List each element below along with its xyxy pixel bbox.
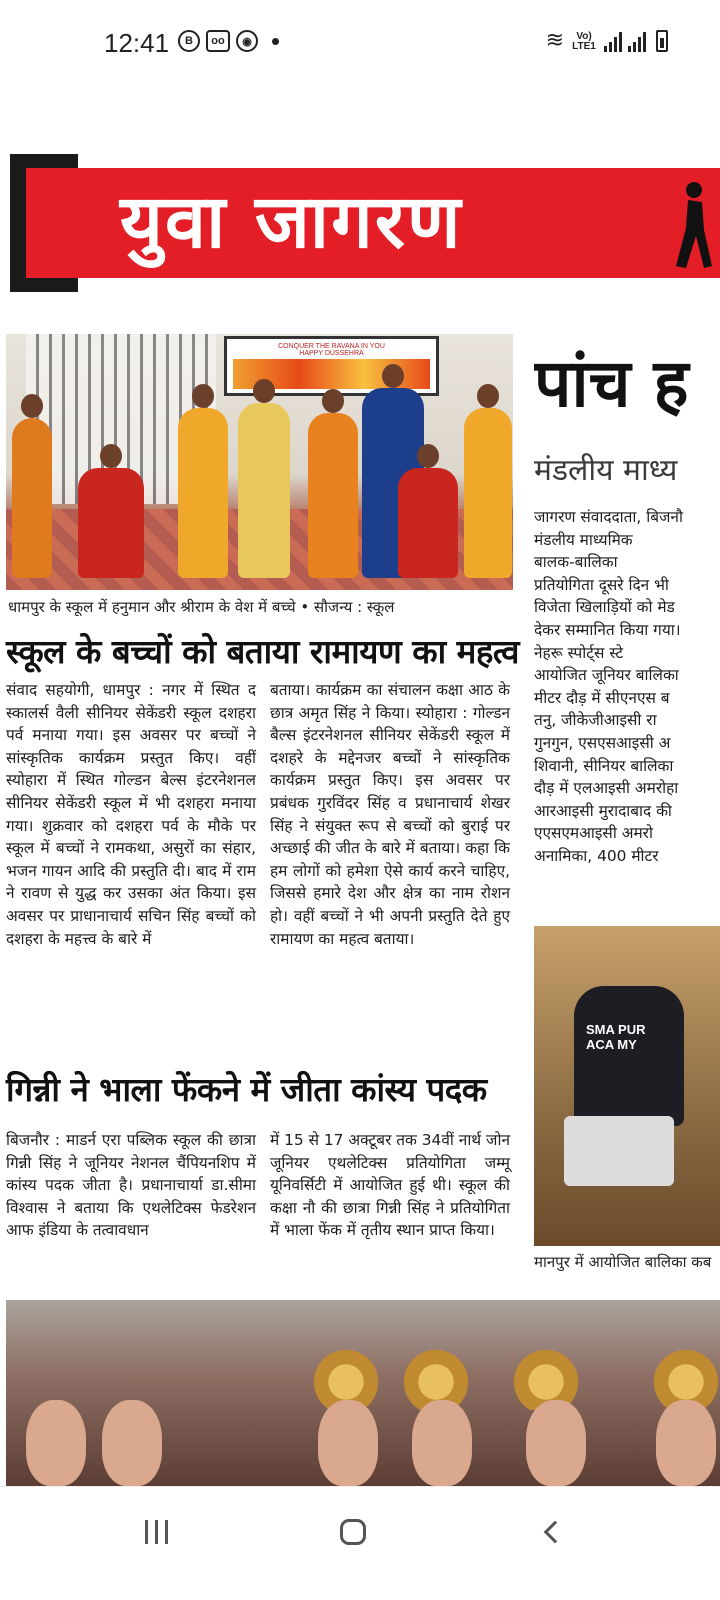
child-figure	[398, 468, 458, 578]
status-time: 12:41	[104, 28, 170, 58]
article1-body-col2: बताया। कार्यक्रम का संचालन कक्षा आठ के छात्र अमृत सिंह ने किया। स्योहारा : गोल्डन बैल्स इंटरनेशनल सीनियर सेकेंडरी स्कूल में दशहरे के मद्देनजर बच्चों ने सांस्कृतिक कार्यक्रम प्रस्तुत किए। इस अवसर पर प्रबंधक गुरविंदर सिंह व प्रधानाचार्य शेखर सिंह ने संयुक्त रूप से बच्चों को बुराई पर अच्छाई की जीत के बारे में बताया। कहा कि हम लोगों को हमेशा ऐसे कार्य करने चाहिए, जिससे हमारे देश और क्षेत्र का नाम रोशन हो। वहीं बच्चों ने भी अपनी प्रस्तुति देते हुए रामायण का महत्व बताया।	[270, 681, 510, 948]
article3-body	[534, 506, 720, 868]
athlete-shirt	[574, 986, 684, 1126]
signal-icon	[628, 32, 646, 52]
article1-headline: स्कूल के बच्चों को बताया रामायण का महत्व	[6, 632, 519, 671]
child-figure	[78, 468, 144, 578]
article3-line: तनु, जीकेजीआइसी रा	[534, 711, 657, 730]
performer-face	[318, 1400, 378, 1486]
masthead-bracket-top	[10, 154, 78, 168]
article1-photo-caption: धामपुर के स्कूल में हनुमान और श्रीराम के वेश में बच्चे • सौजन्य : स्कूल	[8, 598, 395, 616]
child-figure	[178, 408, 228, 578]
masthead-title: युवा जागरण	[120, 179, 463, 265]
navigation-bar	[0, 1486, 720, 1600]
article3-line: विजेता खिलाड़ियों को मेड	[534, 598, 675, 617]
article3-headline: पांच ह	[534, 345, 689, 422]
signal-icon	[604, 32, 622, 52]
article3-line: एएसएमआइसी अमरो	[534, 824, 653, 843]
article3-line: गुनगुन, एसएसआइसी अ	[534, 733, 671, 752]
home-icon	[340, 1519, 366, 1545]
b-icon: B	[178, 30, 200, 52]
article3-line: प्रतियोगिता दूसरे दिन भी	[534, 575, 669, 594]
article3-line: देकर सम्मानित किया गया।	[534, 620, 681, 639]
article2-headline: गिन्नी ने भाला फेंकने में जीता कांस्य पदक	[6, 1070, 487, 1109]
performer-face	[526, 1400, 586, 1486]
shirt-text: SMA PUR ACA MY	[586, 1022, 646, 1052]
athlete-shorts	[564, 1116, 674, 1186]
article3-photo	[534, 926, 720, 1246]
article3-line: मंडलीय माध्यमिक	[534, 530, 633, 549]
article3-line: बालक-बालिका	[534, 553, 618, 572]
article3-line: अनामिका, 400 मीटर	[534, 846, 659, 865]
article3-subhead: मंडलीय माध्य	[534, 453, 678, 488]
article1-photo	[6, 334, 513, 590]
article3-line: शिवानी, सीनियर बालिका	[534, 756, 674, 775]
article3-line: आयोजित जूनियर बालिका	[534, 666, 679, 685]
battery-icon	[656, 30, 668, 52]
article2-body-col2: में 15 से 17 अक्टूबर तक 34वीं नार्थ जोन जूनियर एथलेटिक्स प्रतियोगिता जम्मू यूनिवर्सिटी में आयोजित हुई थी। स्कूल की कक्षा नौ की छात्रा गिन्नी सिंह ने प्रतियोगिता में भाला फेंक में तृतीय स्थान प्राप्त किया।	[270, 1131, 510, 1240]
article1-body-col1: संवाद सहयोगी, धामपुर : नगर में स्थित द स्कालर्स वैली सीनियर सेकेंडरी स्कूल दशहरा पर्व मनाया गया। इस अवसर पर बच्चों ने सांस्कृतिक कार्यक्रम प्रस्तुत किए। वहीं स्योहारा में स्थित गोल्डन बेल्स इंटरनेशनल सीनियर सेकेंडरी स्कूल में भी दशहरा मनाया गया। शुक्रवार को दशहरा पर्व के मौके पर स्कूल में बच्चों ने रामकथा, असुरों का संहार, भजन गायन आदि की प्रस्तुति दी। बाद में राम ने रावण से युद्ध कर उसका अंत किया। इस अवसर पर प्राधानाचार्य सचिन सिंह बच्चों को दशहरा के महत्त्व के बारे में	[6, 681, 256, 948]
article3-line: जागरण संवाददाता, बिजनौ	[534, 508, 683, 526]
performer-face	[656, 1400, 716, 1486]
status-bar	[0, 0, 720, 90]
recent-apps-icon	[145, 1520, 168, 1544]
article3-photo-caption: मानपुर में आयोजित बालिका कब	[534, 1253, 712, 1271]
masthead-bracket	[10, 154, 26, 292]
network-label: Vo) LTE1	[572, 31, 596, 52]
child-figure	[308, 413, 358, 578]
article3-line: मीटर दौड़ में सीएनएस ब	[534, 688, 670, 707]
performer-face	[102, 1400, 162, 1486]
article3-line: नेहरू स्पोर्ट्स स्टे	[534, 643, 624, 662]
article3-column	[534, 330, 720, 1280]
banner-text: CONQUER THE RAVANA IN YOU HAPPY DUSSEHRA	[278, 343, 385, 357]
article2-body-col1: बिजनौर : माडर्न एरा पब्लिक स्कूल की छात्रा गिन्नी सिंह ने जूनियर नेशनल चैंपियनशिप में कांस्य पदक जीता है। प्रधानाचार्या डा.सीमा विश्वास ने बताया कि एथलेटिक्स फेडरेशन आफ इंडिया के तत्वावधान	[6, 1131, 256, 1240]
voicemail-icon: oo	[206, 30, 230, 52]
masthead-bracket-bottom	[10, 278, 78, 292]
child-figure	[12, 418, 52, 578]
wifi-icon: ≋	[545, 28, 564, 53]
home-button[interactable]	[318, 1507, 388, 1557]
back-icon	[544, 1521, 567, 1544]
back-button[interactable]	[516, 1507, 586, 1557]
recent-apps-button[interactable]	[121, 1507, 191, 1557]
status-icons-left	[178, 30, 279, 52]
bottom-photo	[6, 1300, 720, 1486]
newspaper-masthead	[10, 154, 720, 292]
runner-silhouette-icon	[668, 180, 714, 270]
dot-icon	[272, 38, 279, 45]
status-icons-right	[546, 30, 668, 52]
performer-face	[412, 1400, 472, 1486]
chrome-icon: ◉	[236, 30, 258, 52]
child-figure	[238, 403, 290, 578]
crown-figure	[506, 1340, 586, 1410]
article3-line: आरआइसी मुरादाबाद की	[534, 801, 672, 820]
child-figure	[464, 408, 512, 578]
performer-face	[26, 1400, 86, 1486]
article3-line: दौड़ में एलआइसी अमरोहा	[534, 779, 679, 798]
